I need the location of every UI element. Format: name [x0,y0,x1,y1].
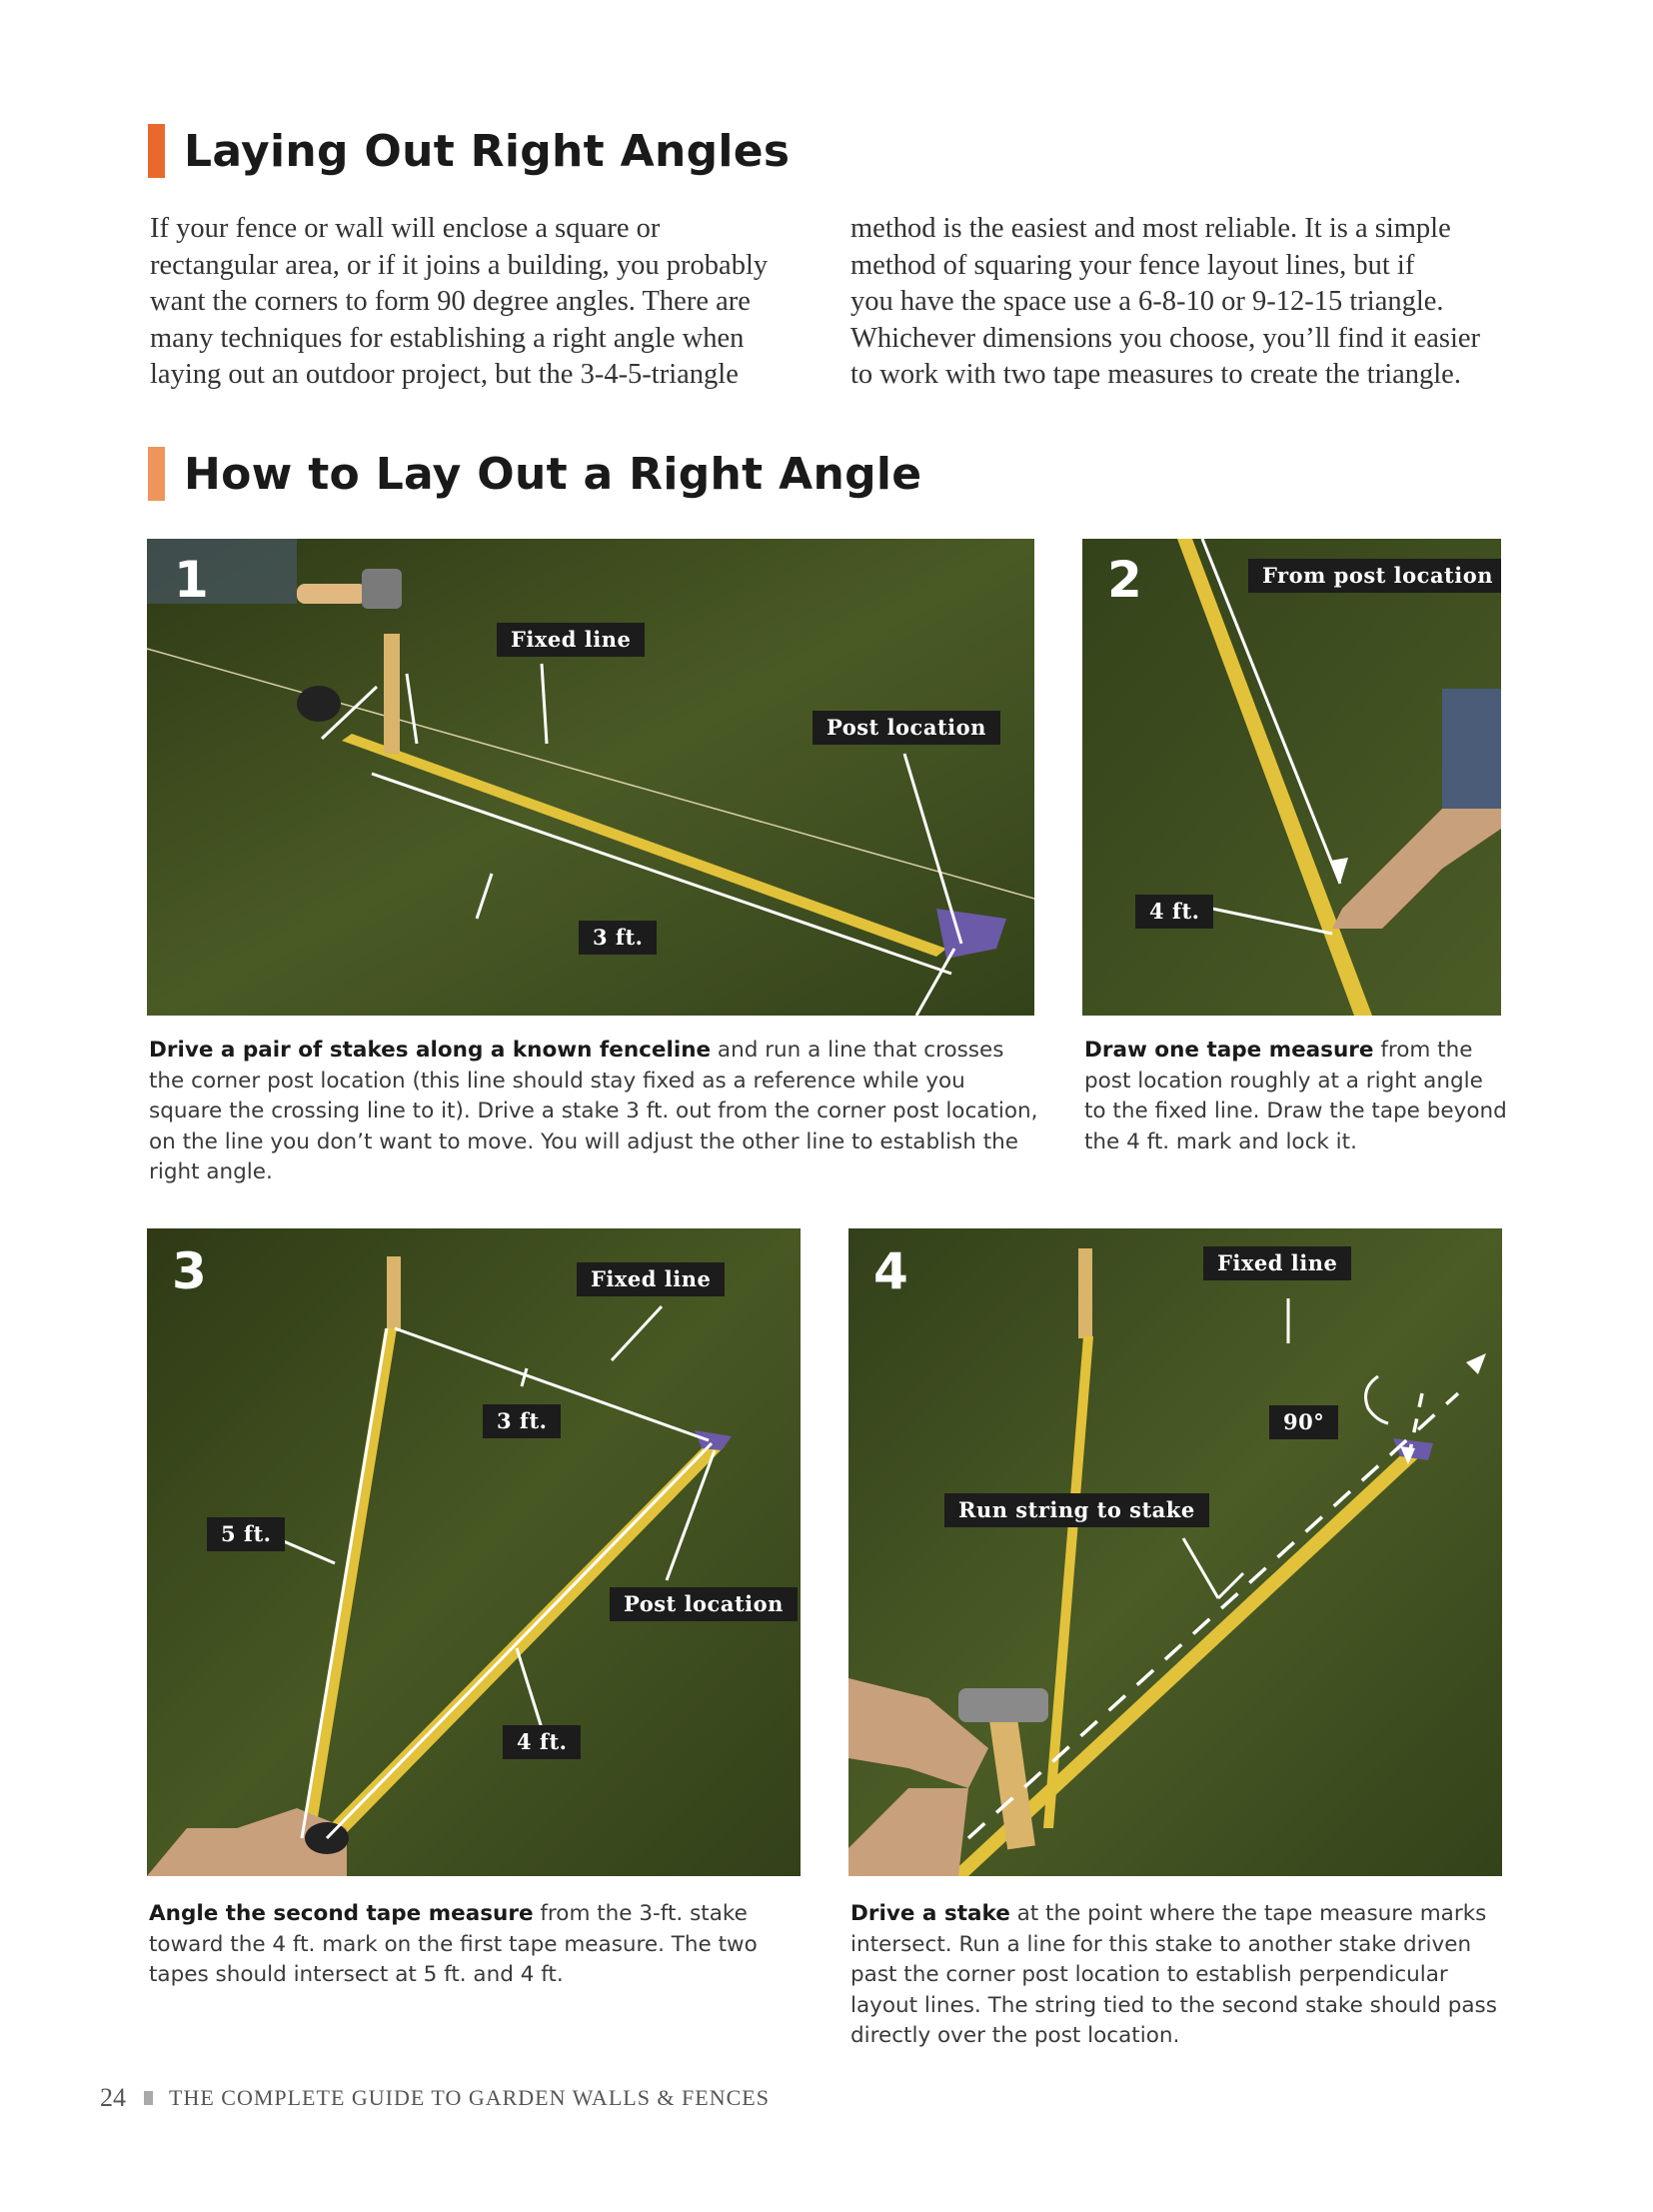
intro-line: want the corners to form 90 degree angles. There are [150,286,751,317]
caption-lead: Angle the second tape measure [149,1901,534,1926]
step-1-photo [147,539,1034,1016]
step-1-caption [149,1036,1038,1188]
caption-lead: Drive a pair of stakes along a known fenceline [149,1038,712,1063]
step-number: 3 [172,1242,207,1300]
step-2-photo [1082,539,1501,1016]
section-heading-laying-out [148,124,790,178]
label-4-ft: 4 ft. [503,1725,581,1759]
step-4-photo [848,1228,1502,1876]
intro-line: many techniques for establishing a right angle when [150,322,745,354]
page-footer [100,2083,770,2113]
heading-text: How to Lay Out a Right Angle [184,448,922,500]
step-4-caption [850,1899,1510,2052]
caption-body: at the point where the tape measure marks intersect. Run a line for this stake to another stake driven past the corner post location to establish perpendicular layout lines. The string tied to the second stake should pass directly over the post location. [850,1901,1497,2048]
intro-line: method of squaring your fence layout lines, but if [850,249,1415,281]
caption-body: from the 3-ft. stake toward the 4 ft. mark on the first tape measure. The two tapes should intersect at 5 ft. and 4 ft. [149,1901,758,1987]
label-post-location: Post location [610,1587,798,1621]
label-fixed-line: Fixed line [1203,1246,1351,1280]
step-2-caption [1084,1036,1509,1157]
section-heading-how-to [148,447,921,501]
step-3-photo [147,1228,801,1876]
intro-line: If your fence or wall will enclose a square or [150,213,661,244]
caption-body: and run a line that crosses the corner post location (this line should stay fixed as a reference while you square the crossing line to it). Drive a stake 3 ft. out from the corner post location, on the line you don’t want to move. You will adjust the other line to establish the right angle. [149,1038,1038,1184]
footer-separator [144,2091,153,2105]
label-5-ft: 5 ft. [207,1517,285,1551]
intro-column-left [150,211,810,394]
label-3-ft: 3 ft. [579,921,657,955]
heading-text: Laying Out Right Angles [184,125,791,177]
label-4-ft: 4 ft. [1135,895,1213,929]
intro-line: to work with two tape measures to create the triangle. [850,359,1461,390]
heading-accent-bar [148,447,165,501]
label-post-location: Post location [813,711,1000,745]
label-fixed-line: Fixed line [577,1262,725,1296]
intro-line: rectangular area, or if it joins a building, you probably [150,249,769,281]
intro-line: Whichever dimensions you choose, you’ll find it easier [850,322,1481,354]
label-90-degrees: 90° [1269,1405,1338,1439]
caption-lead: Draw one tape measure [1084,1038,1374,1063]
label-3-ft: 3 ft. [483,1404,561,1438]
intro-line: method is the easiest and most reliable. It is a simple [850,213,1451,244]
step-number: 4 [873,1242,908,1300]
step-number: 1 [174,551,209,609]
label-run-string-to-stake: Run string to stake [944,1493,1209,1527]
label-from-post-location: From post location [1248,559,1501,593]
page-number: 24 [100,2083,126,2112]
step-3-caption [149,1899,809,1991]
intro-line: laying out an outdoor project, but the 3-4-5-triangle [150,359,739,390]
label-fixed-line: Fixed line [497,623,645,657]
intro-column-right [850,211,1510,394]
step-number: 2 [1107,551,1142,609]
heading-accent-bar [148,124,165,178]
caption-lead: Drive a stake [850,1901,1010,1926]
book-title: THE COMPLETE GUIDE TO GARDEN WALLS & FENCES [169,2085,770,2110]
caption-body: from the post location roughly at a right angle to the fixed line. Draw the tape beyond the 4 ft. mark and lock it. [1084,1038,1507,1154]
intro-line: you have the space use a 6-8-10 or 9-12-15 triangle. [850,286,1444,317]
